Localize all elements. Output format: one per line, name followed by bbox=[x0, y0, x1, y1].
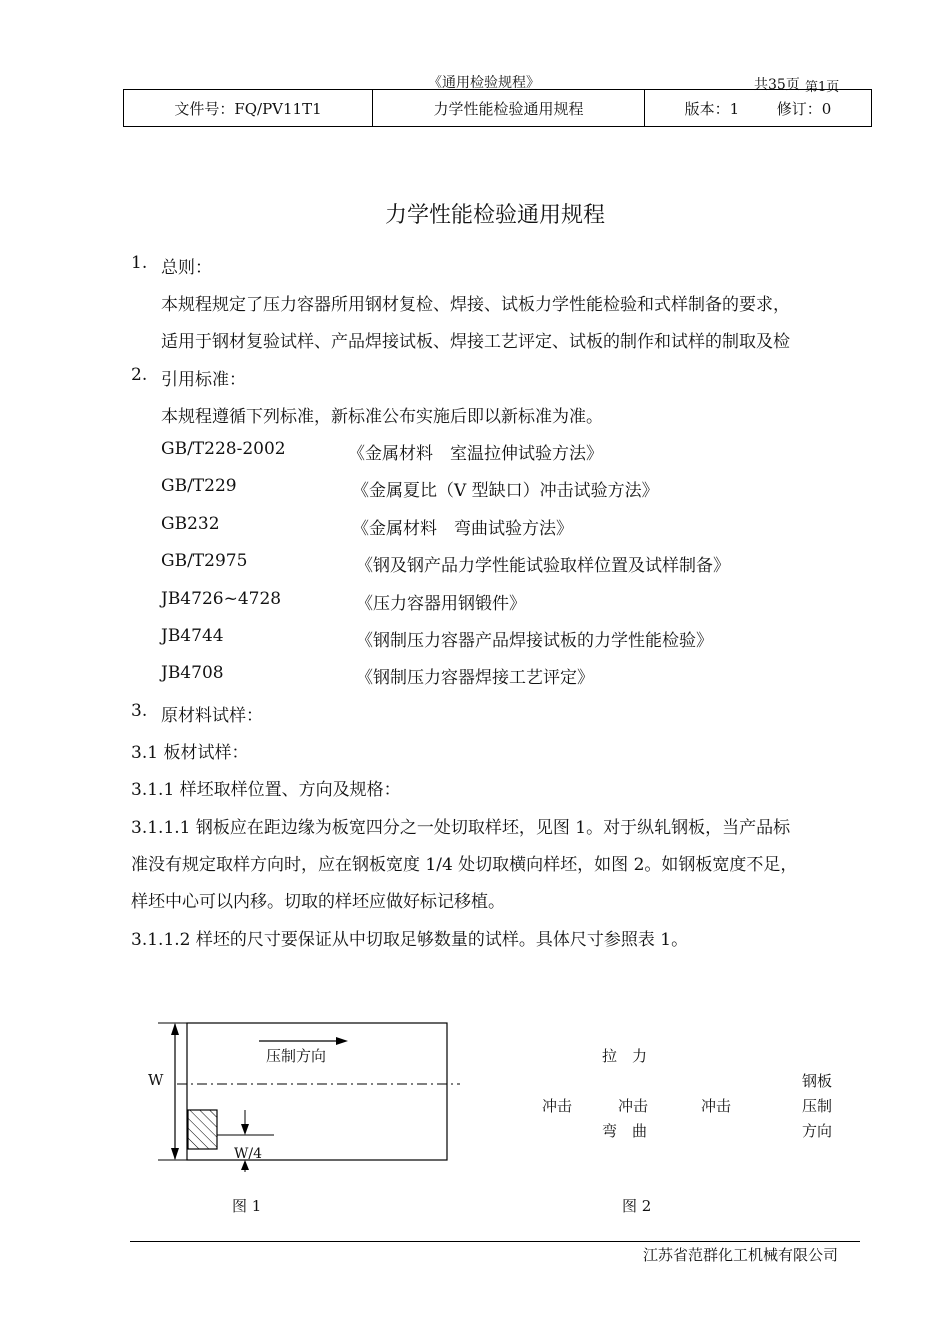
section-3-1-1: 3.1.1 样坯取样位置、方向及规格： bbox=[131, 780, 401, 800]
section1-paragraph-line1: 本规程规定了压力容器所用钢材复检、焊接、试板力学性能检验和式样制备的要求， bbox=[161, 295, 790, 315]
figure1-caption: 图 1 bbox=[232, 1197, 262, 1215]
standard-code: GB/T2975 bbox=[161, 551, 248, 571]
impact-label-1: 冲击 bbox=[542, 1097, 573, 1115]
pages-total-text: 共35页 bbox=[754, 77, 800, 93]
standard-code: GB232 bbox=[161, 514, 220, 534]
standard-code: GB/T229 bbox=[161, 476, 237, 496]
plate-direction-line1: 钢板 bbox=[802, 1072, 833, 1090]
company-name: 江苏省范群化工机械有限公司 bbox=[643, 1246, 839, 1264]
standard-code: JB4708 bbox=[161, 663, 224, 683]
section1-number: 1. bbox=[131, 253, 148, 273]
figure2-caption: 图 2 bbox=[622, 1197, 652, 1215]
impact-label-3: 冲击 bbox=[701, 1097, 732, 1115]
section2-heading: 引用标准： bbox=[161, 370, 246, 390]
section3-heading: 原材料试样： bbox=[161, 706, 263, 726]
section3-number: 3. bbox=[131, 701, 148, 721]
footer-rule bbox=[130, 1241, 860, 1242]
standard-code: JB4726~4728 bbox=[161, 589, 282, 609]
rolling-direction-label: 压制方向 bbox=[266, 1047, 327, 1065]
version-text: 版本：1 bbox=[684, 99, 740, 118]
plate-outline bbox=[187, 1023, 447, 1160]
w4-label: W/4 bbox=[234, 1146, 263, 1162]
impact-label-2: 冲击 bbox=[618, 1097, 649, 1115]
standard-code: GB/T228-2002 bbox=[161, 439, 286, 459]
standard-name: 《钢制压力容器产品焊接试板的力学性能检验》 bbox=[356, 631, 713, 651]
section-3-1-1-2: 3.1.1.2 样坯的尺寸要保证从中切取足够数量的试样。具体尺寸参照表 1。 bbox=[131, 930, 689, 950]
doc-set-title: 《通用检验规程》 bbox=[428, 75, 540, 91]
standard-name: 《金属夏比（V 型缺口）冲击试验方法》 bbox=[352, 481, 659, 501]
section-3-1-1-1-line2: 准没有规定取样方向时，应在钢板宽度 1/4 处切取横向样坯，如图 2。如钢板宽度不足， bbox=[131, 855, 798, 875]
section-3-1-1-1-line3: 样坯中心可以内移。切取的样坯应做好标记移植。 bbox=[131, 892, 505, 912]
standard-name: 《金属材料 弯曲试验方法》 bbox=[352, 519, 573, 539]
standard-name: 《钢制压力容器焊接工艺评定》 bbox=[356, 668, 594, 688]
section1-heading: 总则： bbox=[161, 258, 212, 278]
standard-name: 《金属材料 室温拉伸试验方法》 bbox=[348, 444, 603, 464]
w4-arrow-top bbox=[241, 1124, 249, 1135]
bend-label: 弯 曲 bbox=[602, 1122, 648, 1140]
section2-number: 2. bbox=[131, 365, 148, 385]
doc-name-cell: 力学性能检验通用规程 bbox=[373, 90, 645, 127]
section-3-1-1-1-line1: 3.1.1.1 钢板应在距边缘为板宽四分之一处切取样坯，见图 1。对于纵轧钢板，当产品标 bbox=[131, 818, 791, 838]
w-arrow-bottom bbox=[171, 1148, 179, 1160]
section-3-1: 3.1 板材试样： bbox=[131, 743, 249, 763]
page-number: 第1页 bbox=[805, 80, 840, 95]
specimen-blank bbox=[188, 1110, 217, 1149]
revision-text: 修订：0 bbox=[776, 99, 832, 118]
page-title: 力学性能检验通用规程 bbox=[384, 203, 605, 228]
file-number-cell: 文件号：FQ/PV11T1 bbox=[124, 90, 373, 127]
section1-paragraph-line2: 适用于钢材复验试样、产品焊接试板、焊接工艺评定、试板的制作和试样的制取及检 bbox=[161, 332, 790, 352]
plate-direction-line3: 方向 bbox=[802, 1122, 833, 1140]
section2-intro: 本规程遵循下列标准，新标准公布实施后即以新标准为准。 bbox=[161, 407, 603, 427]
rolling-direction-arrowhead bbox=[336, 1037, 348, 1045]
w-label: W bbox=[148, 1071, 164, 1089]
tension-label: 拉 力 bbox=[602, 1047, 648, 1065]
plate-direction-line2: 压制 bbox=[802, 1097, 833, 1115]
w-arrow-top bbox=[171, 1023, 179, 1035]
standard-code: JB4744 bbox=[161, 626, 224, 646]
standard-name: 《钢及钢产品力学性能试验取样位置及试样制备》 bbox=[356, 556, 730, 576]
standard-name: 《压力容器用钢锻件》 bbox=[356, 594, 526, 614]
